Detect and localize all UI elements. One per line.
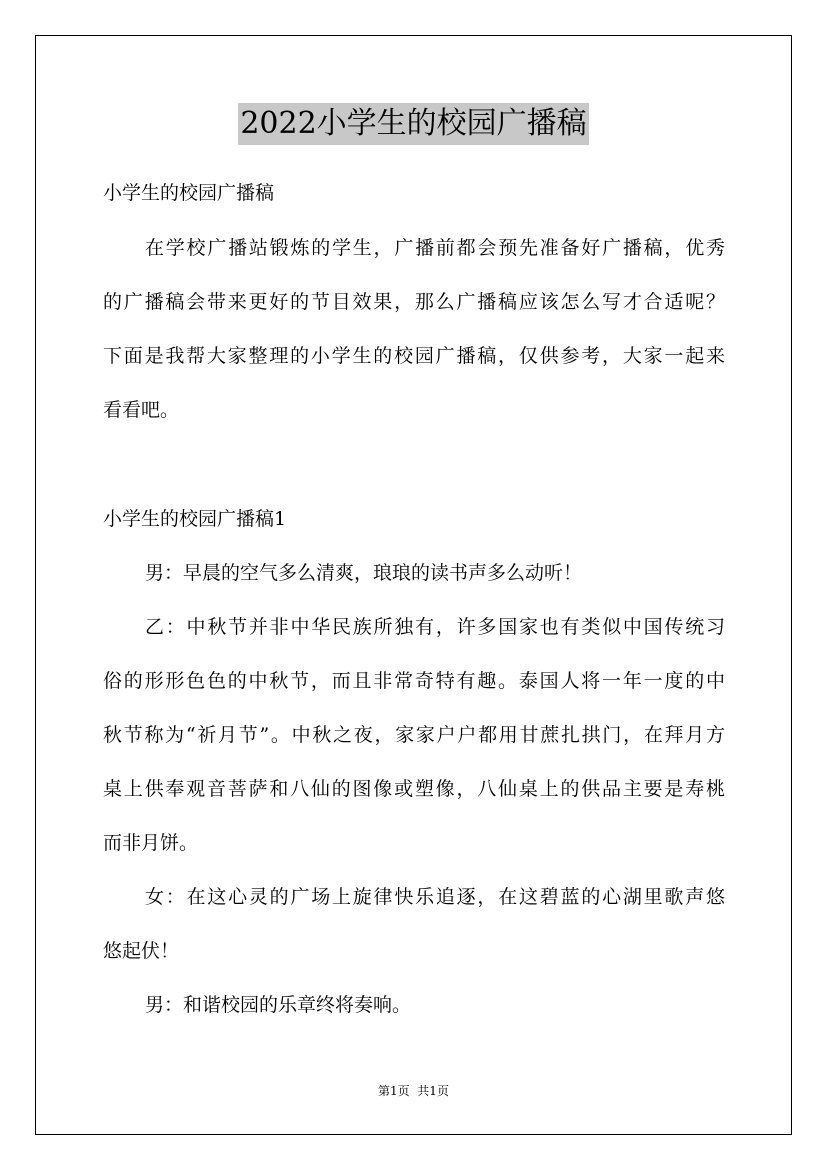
section-heading: 小学生的校园广播稿 <box>103 182 275 204</box>
paragraph-line: 的广播稿会带来更好的节目效果，那么广播稿应该怎么写才合适呢？ <box>103 291 725 313</box>
paragraph-line: 而非月饼。 <box>103 832 199 854</box>
page-footer: 第1页 共1页 <box>378 1084 449 1098</box>
paragraph-line: 俗的形形色色的中秋节，而且非常奇特有趣。泰国人将一年一度的中 <box>103 670 725 692</box>
paragraph-line: 秋节称为“祈月节”。中秋之夜，家家户户都用甘蔗扎拱门，在拜月方 <box>103 724 725 746</box>
paragraph-line: 男：和谐校园的乐章终将奏响。 <box>145 994 412 1016</box>
paragraph-line: 桌上供奉观音菩萨和八仙的图像或塑像，八仙桌上的供品主要是寿桃 <box>103 778 725 800</box>
paragraph-line: 乙：中秋节并非中华民族所独有，许多国家也有类似中国传统习 <box>145 616 725 638</box>
paragraph-line: 看看吧。 <box>103 399 180 421</box>
paragraph-line: 女：在这心灵的广场上旋律快乐追逐，在这碧蓝的心湖里歌声悠 <box>145 886 725 908</box>
paragraph-line: 下面是我帮大家整理的小学生的校园广播稿，仅供参考，大家一起来 <box>103 345 725 367</box>
paragraph-line: 悠起伏！ <box>103 940 180 962</box>
document-title: 2022小学生的校园广播稿 <box>238 103 588 145</box>
section-heading: 小学生的校园广播稿1 <box>103 508 287 530</box>
paragraph-line: 在学校广播站锻炼的学生，广播前都会预先准备好广播稿，优秀 <box>145 237 725 259</box>
paragraph-line: 男：早晨的空气多么清爽，琅琅的读书声多么动听！ <box>145 562 583 584</box>
title-container <box>0 103 827 145</box>
